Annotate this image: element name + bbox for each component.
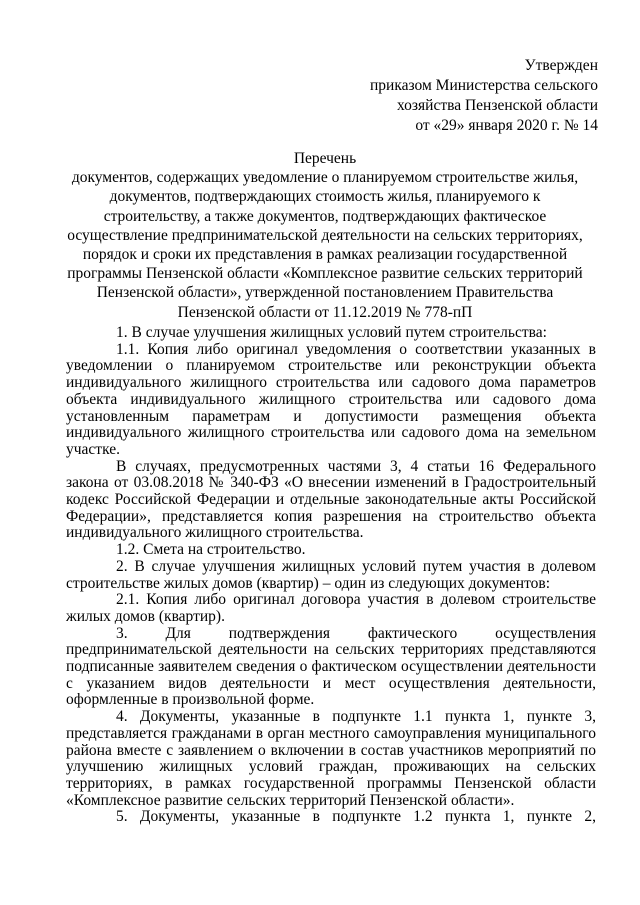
title-line: Пензенской области от 11.12.2019 № 778-пП <box>177 303 473 321</box>
title-line: программы Пензенской области «Комплексное развитие сельских территорий <box>67 265 583 283</box>
document-title <box>60 149 590 322</box>
title-line: осуществление предпринимательской деятельности на сельских территориях, <box>67 226 583 244</box>
paragraph-4: 4. Документы, указанные в подпункте 1.1 пункта 1, пункте 3, представляется гражданами в орган местного самоуправления муниципального района вместе с заявлением о включении в состав участников мероприятий по улучшению жилищных условий граждан, проживающих на сельских территориях, в рамках государственной программы Пензенской области «Комплексное развитие сельских территорий Пензенской области». <box>66 708 596 809</box>
approval-stamp <box>370 56 598 136</box>
paragraph-1-1: 1.1. Копия либо оригинал уведомления о соответствии указанных в уведомлении о планируемом строительстве или реконструкции объекта индивидуального жилищного строительства или садового дома параметров объекта индивидуального жилищного строительства или садового дома установленным параметрам и допустимости размещения объекта индивидуального жилищного строительства или садового дома на земельном участке. <box>66 340 596 458</box>
approval-line: Утвержден <box>524 57 598 74</box>
paragraph-1-cases: В случаях, предусмотренных частями 3, 4 статьи 16 Федерального закона от 03.08.2018 № 340-ФЗ «О внесении изменений в Градостроительный кодекс Российской Федерации и отдельные законодательные акты Российской Федерации», представляется копия разрешения на строительство объекта индивидуального жилищного строительства. <box>66 457 596 542</box>
title-heading: Перечень <box>293 150 357 167</box>
approval-line: приказом Министерства сельского <box>369 77 598 94</box>
title-line: Пензенской области», утвержденной постановлением Правительства <box>96 284 554 302</box>
title-line: документов, подтверждающих стоимость жилья, планируемого к <box>109 188 541 206</box>
title-line: документов, содержащих уведомление о планируемом строительстве жилья, <box>71 169 579 187</box>
paragraph-1: 1. В случае улучшения жилищных условий путем строительства: <box>116 324 547 341</box>
approval-line: хозяйства Пензенской области <box>396 97 598 114</box>
title-line: порядок и сроки их представления в рамках реализации государственной <box>82 246 568 264</box>
paragraph-2-1: 2.1. Копия либо оригинал договора участия в долевом строительстве жилых домов (квартир). <box>66 591 596 625</box>
approval-line: от «29» января 2020 г. № 14 <box>415 117 598 134</box>
paragraph-1-2: 1.2. Смета на строительство. <box>116 541 306 559</box>
paragraph-2: 2. В случае улучшения жилищных условий путем участия в долевом строительстве жилых домов (квартир) – один из следующих документов: <box>66 557 596 592</box>
document-body <box>66 325 596 826</box>
paragraph-5: 5. Документы, указанные в подпункте 1.2 пункта 1, пункте 2, <box>116 808 596 826</box>
title-line: строительству, а также документов, подтверждающих фактическое <box>103 207 547 225</box>
paragraph-3: 3. Для подтверждения фактического осуществления предпринимательской деятельности на сельских территориях представляются подписанные заявителем сведения о фактическом осуществлении деятельности с указанием видов деятельности и мест осуществления деятельности, оформленные в произвольной форме. <box>66 624 596 709</box>
